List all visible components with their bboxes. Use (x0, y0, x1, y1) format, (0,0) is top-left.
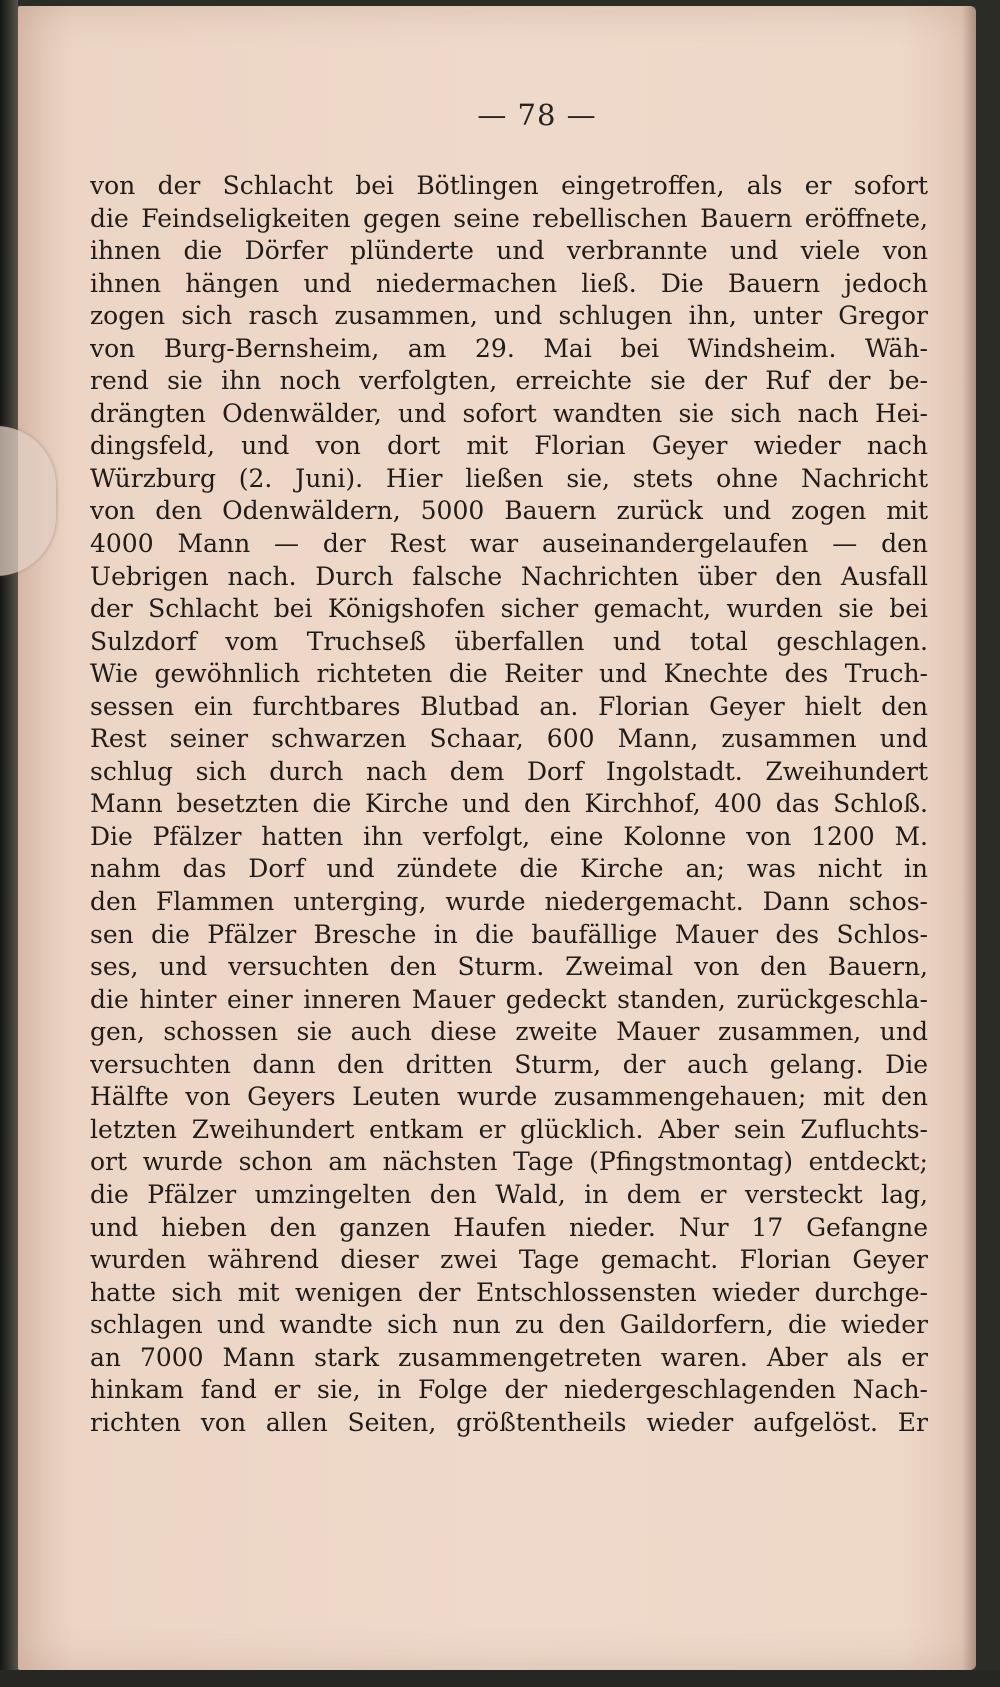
text-line: hinkam fand er sie, in Folge der niedergeschlagenden Nach- (90, 1375, 928, 1405)
text-line: Die Pfälzer hatten ihn verfolgt, eine Kolonne von 1200 M. (90, 821, 928, 851)
body-text (90, 170, 928, 1439)
text-line: von den Odenwäldern, 5000 Bauern zurück und zogen mit (90, 496, 928, 526)
text-line: ses, und versuchten den Sturm. Zweimal von den Bauern, (90, 952, 928, 982)
text-line: Mann besetzten die Kirche und den Kirchhof, 400 das Schloß. (90, 789, 928, 819)
text-line: die Pfälzer umzingelten den Wald, in dem er versteckt lag, (90, 1179, 928, 1209)
text-line: Sulzdorf vom Truchseß überfallen und total geschlagen. (90, 626, 928, 656)
text-line: drängten Odenwälder, und sofort wandten sie sich nach Hei- (90, 398, 928, 428)
page-right-edge (962, 6, 976, 1670)
text-line: von Burg-Bernsheim, am 29. Mai bei Windsheim. Wäh- (90, 333, 928, 363)
text-line: ihnen hängen und niedermachen ließ. Die Bauern jedoch (90, 268, 928, 298)
text-line: dingsfeld, und von dort mit Florian Geyer wieder nach (90, 431, 928, 461)
text-line: sessen ein furchtbares Blutbad an. Florian Geyer hielt den (90, 691, 928, 721)
text-line: versuchten dann den dritten Sturm, der auch gelang. Die (90, 1049, 928, 1079)
text-line: 4000 Mann — der Rest war auseinandergelaufen — den (90, 529, 928, 559)
text-line: der Schlacht bei Königshofen sicher gemacht, wurden sie bei (90, 594, 928, 624)
text-line: an 7000 Mann stark zusammengetreten waren. Aber als er (90, 1342, 928, 1372)
text-line: wurden während dieser zwei Tage gemacht. Florian Geyer (90, 1245, 928, 1275)
page-margin-notch (0, 426, 56, 576)
text-line: zogen sich rasch zusammen, und schlugen ihn, unter Gregor (90, 301, 928, 331)
text-line: sen die Pfälzer Bresche in die baufällige Mauer des Schlos- (90, 919, 928, 949)
text-line: ihnen die Dörfer plünderte und verbrannte und viele von (90, 236, 928, 266)
text-line: die hinter einer inneren Mauer gedeckt standen, zurückgeschla- (90, 984, 928, 1014)
text-line: Wie gewöhnlich richteten die Reiter und Knechte des Truch- (90, 659, 928, 689)
text-line: ort wurde schon am nächsten Tage (Pfingstmontag) entdeckt; (90, 1147, 928, 1177)
text-line: letzten Zweihundert entkam er glücklich. Aber sein Zufluchts- (90, 1114, 928, 1144)
text-line: Uebrigen nach. Durch falsche Nachrichten über den Ausfall (90, 561, 928, 591)
text-line: schlug sich durch nach dem Dorf Ingolstadt. Zweihundert (90, 756, 928, 786)
text-line: rend sie ihn noch verfolgten, erreichte sie der Ruf der be- (90, 366, 928, 396)
text-line: von der Schlacht bei Bötlingen eingetroffen, als er sofort (90, 171, 928, 200)
text-line: Würzburg (2. Juni). Hier ließen sie, stets ohne Nachricht (90, 463, 928, 493)
text-line: nahm das Dorf und zündete die Kirche an; was nicht in (90, 854, 928, 884)
text-line: die Feindseligkeiten gegen seine rebellischen Bauern eröffnete, (90, 203, 928, 233)
text-line: Hälfte von Geyers Leuten wurde zusammengehauen; mit den (90, 1082, 928, 1112)
book-binding-edge (0, 0, 18, 1687)
text-line: Rest seiner schwarzen Schaar, 600 Mann, zusammen und (90, 724, 928, 754)
text-line: gen, schossen sie auch diese zweite Mauer zusammen, und (90, 1017, 928, 1047)
scan-bottom-edge (0, 1670, 1000, 1687)
text-line: richten von allen Seiten, größtentheils wieder aufgelöst. Er (90, 1407, 928, 1437)
text-line: hatte sich mit wenigen der Entschlossensten wieder durchge- (90, 1277, 928, 1307)
text-line: schlagen und wandte sich nun zu den Gaildorfern, die wieder (90, 1310, 928, 1340)
text-line: den Flammen unterging, wurde niedergemacht. Dann schos- (90, 887, 928, 917)
page-number: — 78 — (477, 98, 597, 132)
text-line: und hieben den ganzen Haufen nieder. Nur 17 Gefangne (90, 1212, 928, 1242)
